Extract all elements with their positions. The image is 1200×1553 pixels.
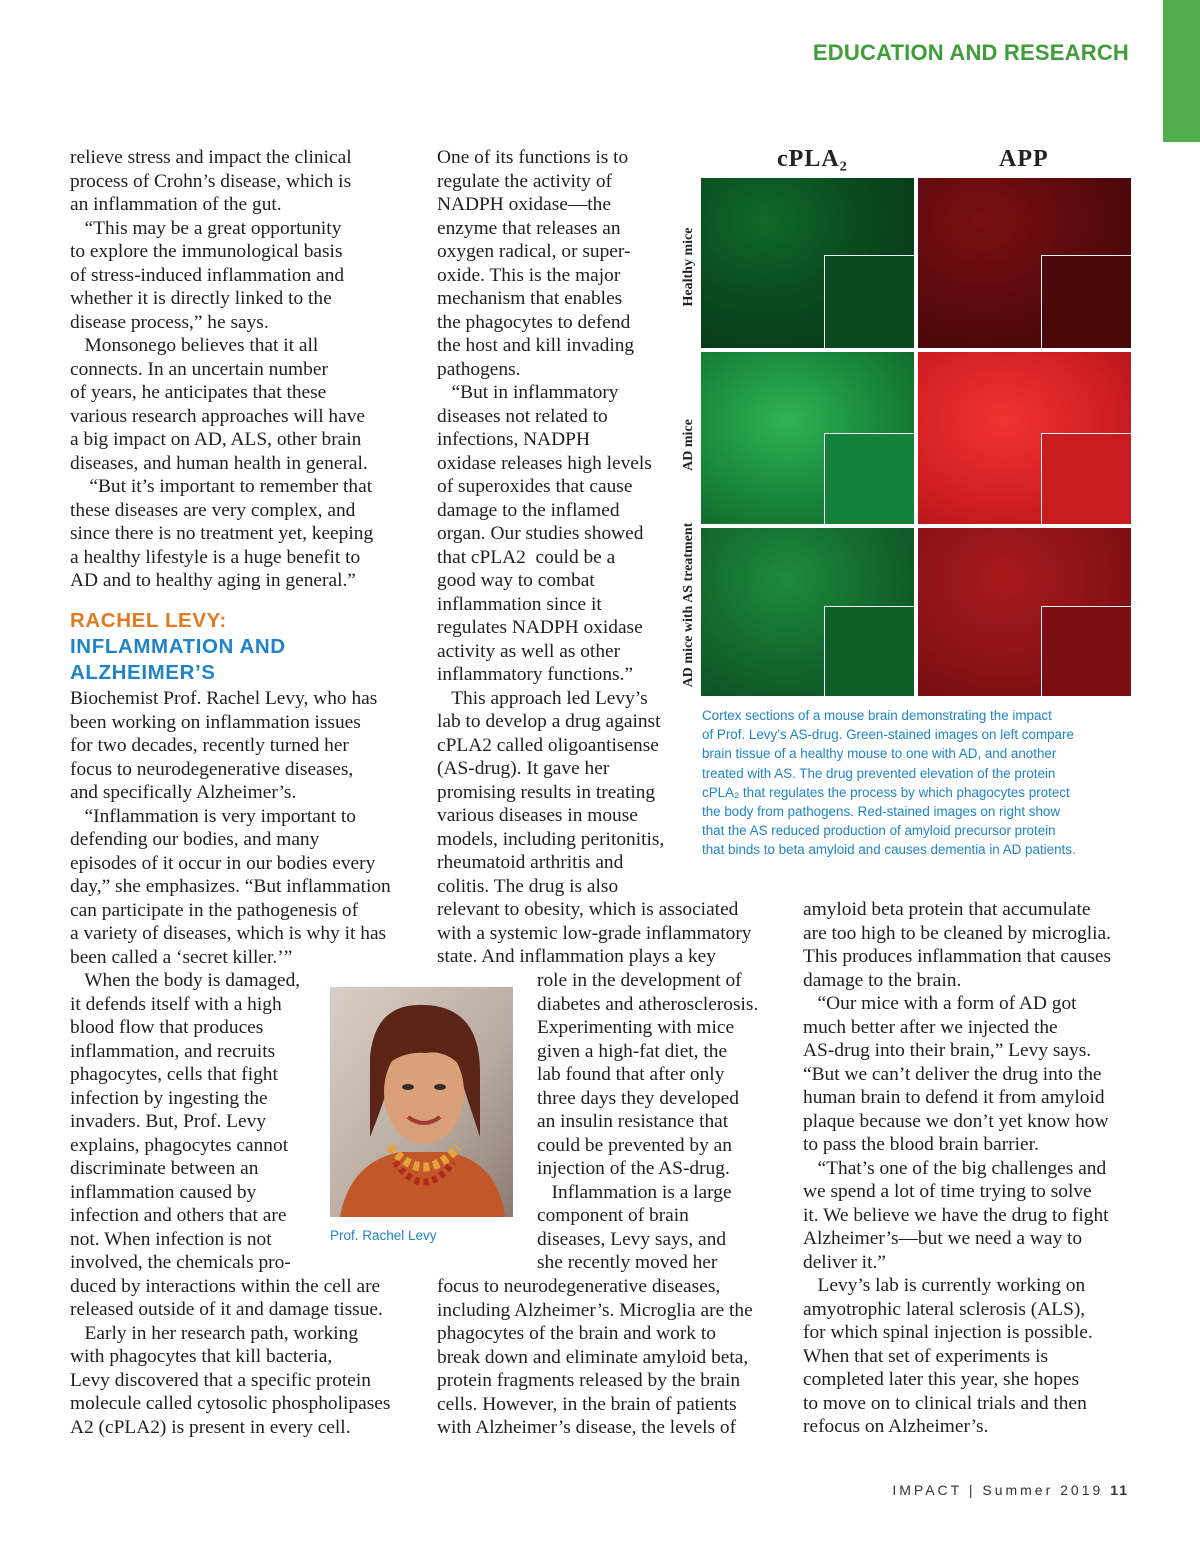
body-text-line: “Our mice with a form of AD got — [803, 993, 1077, 1014]
body-text-line: three days they developed — [537, 1087, 739, 1109]
caption-line: cPLA₂ that regulates the process by which phagocytes protect — [702, 784, 1070, 800]
body-text-line: of years, he anticipates that these — [70, 382, 327, 403]
body-text-line: the host and kill invading — [437, 335, 635, 356]
body-text-line: to pass the blood brain barrier. — [803, 1134, 1039, 1155]
body-text-line: “But in inflammatory — [437, 382, 619, 403]
body-text-line: Levy discovered that a specific protein — [70, 1369, 371, 1391]
body-text-line: completed later this year, she hopes — [803, 1369, 1079, 1390]
body-text-line: pathogens. — [437, 358, 521, 380]
body-text-line: component of brain — [537, 1205, 689, 1226]
body-text-line: a variety of diseases, which is why it has — [70, 923, 387, 944]
body-text-line: invaders. But, Prof. Levy — [70, 1111, 267, 1132]
photo-caption: Prof. Rachel Levy — [330, 1228, 437, 1243]
body-text-line: damage to the inflamed — [437, 499, 620, 521]
body-text-line: cells. However, in the brain of patients — [437, 1393, 737, 1415]
portrait-photo — [330, 987, 513, 1217]
body-text-line: the phagocytes to defend — [437, 311, 631, 333]
body-text-line: for two decades, recently turned her — [70, 735, 349, 756]
body-text-line: This approach led Levy’s — [437, 687, 648, 709]
body-text-line: oxidase releases high levels — [437, 452, 652, 474]
body-text-line: and specifically Alzheimer’s. — [70, 782, 297, 803]
body-text-line: NADPH oxidase—the — [437, 194, 611, 215]
panel-inset — [824, 255, 914, 348]
panel-app-ad — [918, 352, 1131, 524]
panel-cpla2-as — [701, 528, 914, 696]
body-text-line: day,” she emphasizes. “But inflammation — [70, 876, 391, 897]
body-text-line: models, including peritonitis, — [437, 828, 665, 850]
body-text-line: When the body is damaged, — [70, 970, 301, 991]
body-text-line: enzyme that releases an — [437, 217, 621, 239]
body-text-line: these diseases are very complex, and — [70, 499, 356, 521]
body-text-line: deliver it.” — [803, 1251, 886, 1273]
section-label: EDUCATION AND RESEARCH — [812, 40, 1129, 65]
body-text-line: we spend a lot of time trying to solve — [803, 1181, 1092, 1202]
body-text-line: it. We believe we have the drug to fight — [803, 1204, 1109, 1226]
body-text-line: Alzheimer’s—but we need a way to — [803, 1228, 1083, 1249]
body-text-line: human brain to defend it from amyloid — [803, 1087, 1105, 1108]
article-heading-line2: INFLAMMATION AND — [70, 635, 286, 658]
body-text-line: phagocytes of the brain and work to — [437, 1323, 716, 1344]
body-text-line: defending our bodies, and many — [70, 829, 320, 850]
body-text-line: disease process,” he says. — [70, 311, 269, 333]
body-text-line: been working on inflammation issues — [70, 711, 361, 733]
body-text-line: (AS-drug). It gave her — [437, 758, 610, 779]
body-text-line: break down and eliminate amyloid beta, — [437, 1346, 749, 1368]
body-text-line: to explore the immunological basis — [70, 241, 343, 262]
body-text-line: given a high-fat diet, the — [537, 1040, 728, 1062]
body-text-line: Experimenting with mice — [537, 1017, 735, 1038]
panel-inset — [824, 433, 914, 524]
body-text-line: it defends itself with a high — [70, 993, 282, 1015]
caption-line: of Prof. Levy’s AS-drug. Green-stained images on left compare — [702, 727, 1074, 743]
body-text-line: for which spinal injection is possible. — [803, 1322, 1093, 1343]
body-text-line: activity as well as other — [437, 640, 621, 662]
body-text-line: inflammation, and recruits — [70, 1040, 276, 1062]
figure-row-label-ad: AD mice — [681, 419, 696, 471]
section-color-tab — [1163, 0, 1200, 142]
body-text-line: lab to develop a drug against — [437, 711, 661, 732]
body-text-line: “Inflammation is very important to — [70, 805, 356, 827]
body-text-line: refocus on Alzheimer’s. — [803, 1416, 989, 1437]
body-text-line: various research approaches will have — [70, 405, 366, 427]
body-text-line: a big impact on AD, ALS, other brain — [70, 429, 362, 450]
body-text-line: amyotrophic lateral sclerosis (ALS), — [803, 1298, 1086, 1320]
panel-inset — [824, 606, 914, 696]
body-text-line: with a systemic low-grade inflammatory — [437, 922, 752, 944]
body-text-line: including Alzheimer’s. Microglia are the — [437, 1299, 753, 1321]
body-text-line: regulates NADPH oxidase — [437, 617, 643, 638]
body-text-line: to move on to clinical trials and then — [803, 1392, 1087, 1414]
body-text-line: focus to neurodegenerative diseases, — [70, 758, 354, 780]
panel-cpla2-ad — [701, 352, 914, 524]
figure-col-title-cpla2: cPLA₂ — [777, 146, 848, 172]
body-text-line: diseases not related to — [437, 405, 608, 427]
caption-line: that the AS reduced production of amyloid precursor protein — [702, 823, 1056, 839]
body-text-line: “But we can’t deliver the drug into the — [803, 1063, 1102, 1085]
body-text-line: discriminate between an — [70, 1158, 259, 1179]
panel-cpla2-healthy — [701, 178, 914, 348]
body-text-line: lab found that after only — [537, 1064, 725, 1085]
figure-col-title-app: APP — [999, 146, 1049, 172]
body-text-line: connects. In an uncertain number — [70, 358, 328, 380]
body-text-line: state. And inflammation plays a key — [437, 946, 716, 967]
body-text-line: Monsonego believes that it all — [70, 335, 319, 356]
panel-inset — [1041, 255, 1131, 348]
brain-sections-figure — [679, 143, 1131, 699]
body-text-line: of stress-induced inflammation and — [70, 264, 345, 286]
body-text-line: molecule called cytosolic phospholipases — [70, 1393, 391, 1414]
body-text-line: protein fragments released by the brain — [437, 1370, 741, 1391]
body-text-line: infections, NADPH — [437, 429, 590, 450]
body-text-line: good way to combat — [437, 570, 595, 591]
body-text-line: oxide. This is the major — [437, 264, 621, 286]
body-text-line: “But it’s important to remember that — [70, 476, 373, 497]
body-text-line: of superoxides that cause — [437, 476, 633, 497]
body-text-line: “This may be a great opportunity — [70, 217, 342, 239]
body-text-line: Biochemist Prof. Rachel Levy, who has — [70, 688, 378, 709]
body-text-line: blood flow that produces — [70, 1017, 264, 1038]
body-text-line: could be prevented by an — [537, 1134, 732, 1156]
body-text-line: “That’s one of the big challenges and — [803, 1157, 1107, 1179]
body-text-line: promising results in treating — [437, 781, 656, 803]
body-text-line: diabetes and atherosclerosis. — [537, 993, 759, 1015]
article-heading-line3: ALZHEIMER’S — [70, 661, 216, 684]
body-text-line: diseases, Levy says, and — [537, 1228, 727, 1250]
body-text-line: plaque because we don’t yet know how — [803, 1110, 1109, 1132]
panel-inset — [1041, 606, 1131, 696]
body-text-line: episodes of it occur in our bodies every — [70, 852, 376, 874]
body-text-line: explains, phagocytes cannot — [70, 1134, 289, 1156]
caption-line: treated with AS. The drug prevented elevation of the protein — [702, 765, 1056, 781]
caption-line: brain tissue of a healthy mouse to one with AD, and another — [702, 746, 1057, 762]
body-text-line: One of its functions is to — [437, 147, 629, 168]
body-text-line: Levy’s lab is currently working on — [803, 1275, 1086, 1296]
body-text-line: AD and to healthy aging in general.” — [70, 570, 356, 591]
figure-row-label-ad-as: AD mice with AS treatment — [681, 522, 696, 688]
caption-line: Cortex sections of a mouse brain demonstrating the impact — [702, 708, 1052, 723]
body-text-line: infection and others that are — [70, 1205, 287, 1226]
body-text-line: process of Crohn’s disease, which is — [70, 170, 352, 192]
panel-app-healthy — [918, 178, 1131, 348]
article-heading-name: RACHEL LEVY: — [70, 609, 227, 632]
body-text-line: involved, the chemicals pro- — [70, 1252, 291, 1273]
portrait-illustration — [330, 987, 513, 1217]
body-text-line: with Alzheimer’s disease, the levels of — [437, 1417, 737, 1438]
panel-inset — [1041, 433, 1131, 524]
body-text-line: injection of the AS-drug. — [537, 1158, 730, 1179]
body-text-line: mechanism that enables — [437, 288, 623, 309]
body-text-line: inflammation since it — [437, 593, 602, 615]
body-text-line: oxygen radical, or super- — [437, 241, 631, 262]
body-text-line: infection by ingesting the — [70, 1087, 268, 1109]
body-text-line: an insulin resistance that — [537, 1111, 729, 1132]
body-text-line: she recently moved her — [537, 1252, 718, 1273]
body-text-line: duced by interactions within the cell are — [70, 1275, 381, 1297]
panel-app-as — [918, 528, 1131, 696]
body-text-line: rheumatoid arthritis and — [437, 852, 624, 873]
body-text-line: not. When infection is not — [70, 1228, 272, 1250]
caption-line: the body from pathogens. Red-stained images on right show — [702, 804, 1061, 819]
body-text-line: damage to the brain. — [803, 969, 962, 991]
body-text-line: amyloid beta protein that accumulate — [803, 899, 1091, 920]
body-text-line: since there is no treatment yet, keeping — [70, 523, 374, 544]
body-text-line: inflammatory functions.” — [437, 664, 634, 685]
body-text-line: regulate the activity of — [437, 170, 612, 192]
body-text-line: organ. Our studies showed — [437, 523, 644, 544]
body-text-line: relieve stress and impact the clinical — [70, 147, 352, 168]
figure-row-label-healthy: Healthy mice — [681, 227, 696, 307]
body-text-line: been called a ‘secret killer.’” — [70, 946, 293, 968]
footer-publication: IMPACT | Summer 2019 — [892, 1482, 1111, 1498]
body-text-line: can participate in the pathogenesis of — [70, 899, 359, 921]
body-text-line: diseases, and human health in general. — [70, 452, 368, 474]
body-text-line: relevant to obesity, which is associated — [437, 899, 739, 920]
body-text-line: This produces inflammation that causes — [803, 946, 1112, 967]
page-footer — [892, 1482, 1129, 1498]
body-text-line: a healthy lifestyle is a huge benefit to — [70, 546, 361, 568]
caption-line: that binds to beta amyloid and causes dementia in AD patients. — [702, 842, 1076, 858]
body-text-line: released outside of it and damage tissue. — [70, 1299, 383, 1320]
body-text-line: inflammation caused by — [70, 1181, 257, 1203]
body-text-line: cPLA2 called oligoantisense — [437, 734, 659, 756]
body-text-line: are too high to be cleaned by microglia. — [803, 922, 1111, 944]
body-text-line: with phagocytes that kill bacteria, — [70, 1346, 333, 1367]
body-text-line: role in the development of — [537, 970, 742, 991]
body-text-line: Inflammation is a large — [537, 1181, 732, 1203]
body-text-line: Early in her research path, working — [70, 1322, 359, 1344]
body-text-line: phagocytes, cells that fight — [70, 1064, 278, 1085]
page-number: 11 — [1110, 1482, 1129, 1498]
body-text-line: that cPLA2 could be a — [437, 546, 616, 568]
body-text-line: When that set of experiments is — [803, 1345, 1049, 1367]
body-text-line: A2 (cPLA2) is present in every cell. — [70, 1416, 351, 1438]
body-text-line: various diseases in mouse — [437, 805, 638, 826]
body-text-line: focus to neurodegenerative diseases, — [437, 1276, 721, 1297]
body-text-line: much better after we injected the — [803, 1016, 1058, 1038]
body-text-line: AS-drug into their brain,” Levy says. — [803, 1040, 1092, 1061]
body-text-line: whether it is directly linked to the — [70, 288, 332, 309]
body-text-line: an inflammation of the gut. — [70, 194, 282, 215]
body-text-line: colitis. The drug is also — [437, 875, 619, 897]
